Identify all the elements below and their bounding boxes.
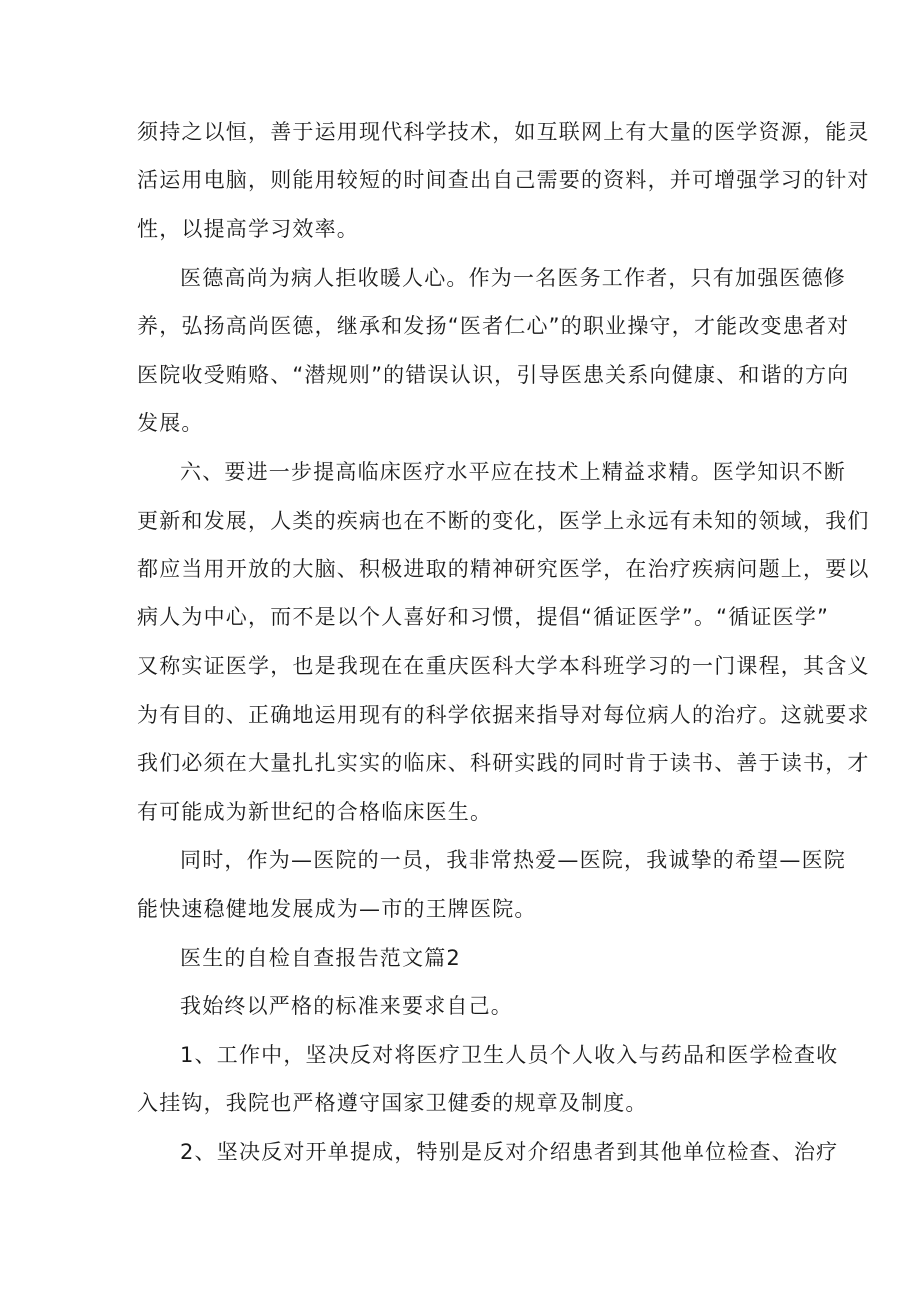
text-line: 病人为中心，而不是以个人喜好和习惯，提倡“循证医学”。“循证医学” [137, 605, 830, 629]
text-line: 能快速稳健地发展成为—市的王牌医院。 [137, 897, 537, 921]
text-line: 活运用电脑，则能用较短的时间查出自己需要的资料，并可增强学习的针对 [137, 168, 870, 192]
text-line: 同时，作为—医院的一员，我非常热爱—医院，我诚挚的希望—医院 [180, 848, 846, 872]
text-line: 又称实证医学，也是我现在在重庆医科大学本科班学习的一门课程，其含义 [137, 654, 870, 678]
text-line: 六、要进一步提高临床医疗水平应在技术上精益求精。医学知识不断 [180, 460, 846, 484]
text-line: 2、坚决反对开单提成，特别是反对介绍患者到其他单位检查、治疗 [180, 1140, 839, 1164]
text-line: 1、工作中，坚决反对将医疗卫生人员个人收入与药品和医学检查收 [180, 1043, 839, 1067]
text-line: 医院收受贿赂、“潜规则”的错误认识，引导医患关系向健康、和谐的方向 [137, 363, 850, 387]
text-line: 有可能成为新世纪的合格临床医生。 [137, 800, 493, 824]
text-line: 养，弘扬高尚医德，继承和发扬“医者仁心”的职业操守，才能改变患者对 [137, 314, 850, 338]
text-line: 我们必须在大量扎扎实实的临床、科研实践的同时肯于读书、善于读书，才 [137, 751, 870, 775]
text-line: 性，以提高学习效率。 [137, 217, 359, 241]
text-line: 我始终以严格的标准来要求自己。 [180, 994, 513, 1018]
text-line: 须持之以恒，善于运用现代科学技术，如互联网上有大量的医学资源，能灵 [137, 120, 870, 144]
section-heading: 医生的自检自查报告范文篇2 [180, 946, 461, 970]
text-line: 医德高尚为病人拒收暖人心。作为一名医务工作者，只有加强医德修 [180, 266, 846, 290]
text-line: 都应当用开放的大脑、积极进取的精神研究医学，在治疗疾病问题上，要以 [137, 557, 870, 581]
text-line: 入挂钩，我院也严格遵守国家卫健委的规章及制度。 [137, 1091, 648, 1115]
text-line: 发展。 [137, 411, 204, 435]
text-line: 更新和发展，人类的疾病也在不断的变化，医学上永远有未知的领域，我们 [137, 509, 870, 533]
text-line: 为有目的、正确地运用现有的科学依据来指导对每位病人的治疗。这就要求 [137, 703, 870, 727]
